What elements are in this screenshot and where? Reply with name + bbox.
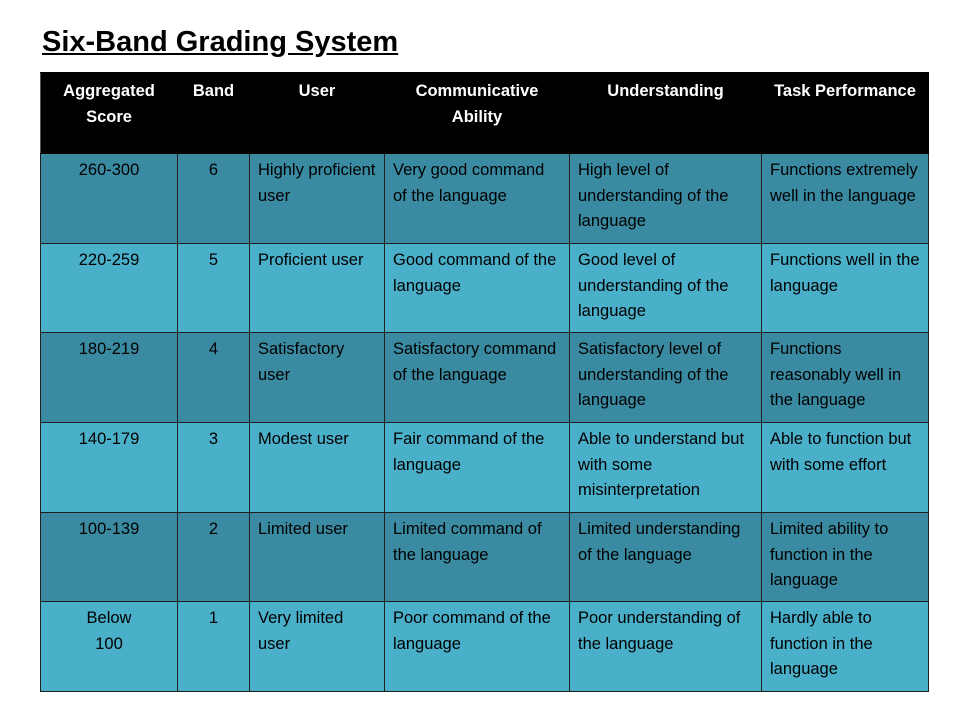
- cell-band: 4: [178, 333, 250, 423]
- cell-communicative: Satisfactory command of the language: [385, 333, 570, 423]
- cell-understanding: Good level of understanding of the language: [570, 244, 762, 333]
- cell-user: Proficient user: [250, 244, 385, 333]
- table-row: [41, 244, 929, 333]
- cell-band: 5: [178, 244, 250, 333]
- cell-understanding: Poor understanding of the language: [570, 602, 762, 692]
- cell-communicative: Limited command of the language: [385, 513, 570, 602]
- cell-band: 1: [178, 602, 250, 692]
- cell-score: 140-179: [41, 423, 178, 513]
- cell-task: Functions well in the language: [762, 244, 929, 333]
- cell-task: Able to function but with some effort: [762, 423, 929, 513]
- cell-task: Limited ability to function in the language: [762, 513, 929, 602]
- table-row: [41, 154, 929, 244]
- header-band: Band: [178, 73, 250, 154]
- cell-communicative: Poor command of the language: [385, 602, 570, 692]
- cell-score: 100-139: [41, 513, 178, 602]
- header-aggregated-score: Aggregated Score: [41, 73, 178, 154]
- cell-task: Functions reasonably well in the language: [762, 333, 929, 423]
- cell-user: Limited user: [250, 513, 385, 602]
- header-communicative-ability: Communicative Ability: [385, 73, 570, 154]
- cell-understanding: Able to understand but with some misinterpretation: [570, 423, 762, 513]
- cell-user: Highly proficient user: [250, 154, 385, 244]
- table-row: [41, 513, 929, 602]
- cell-user: Modest user: [250, 423, 385, 513]
- table-row: [41, 602, 929, 692]
- cell-score: 180-219: [41, 333, 178, 423]
- cell-communicative: Good command of the language: [385, 244, 570, 333]
- header-row: [41, 73, 929, 154]
- cell-score: 260-300: [41, 154, 178, 244]
- cell-user: Satisfactory user: [250, 333, 385, 423]
- cell-score: Below 100: [41, 602, 178, 692]
- cell-band: 6: [178, 154, 250, 244]
- page-title: Six-Band Grading System: [42, 26, 399, 58]
- cell-band: 3: [178, 423, 250, 513]
- header-understanding: Understanding: [570, 73, 762, 154]
- cell-band: 2: [178, 513, 250, 602]
- cell-score: 220-259: [41, 244, 178, 333]
- grading-table: [40, 72, 929, 692]
- cell-task: Functions extremely well in the language: [762, 154, 929, 244]
- header-task-performance: Task Performance: [762, 73, 929, 154]
- cell-communicative: Very good command of the language: [385, 154, 570, 244]
- cell-user: Very limited user: [250, 602, 385, 692]
- cell-understanding: Satisfactory level of understanding of the language: [570, 333, 762, 423]
- cell-understanding: Limited understanding of the language: [570, 513, 762, 602]
- cell-task: Hardly able to function in the language: [762, 602, 929, 692]
- table-row: [41, 423, 929, 513]
- cell-understanding: High level of understanding of the language: [570, 154, 762, 244]
- table-row: [41, 333, 929, 423]
- cell-communicative: Fair command of the language: [385, 423, 570, 513]
- header-user: User: [250, 73, 385, 154]
